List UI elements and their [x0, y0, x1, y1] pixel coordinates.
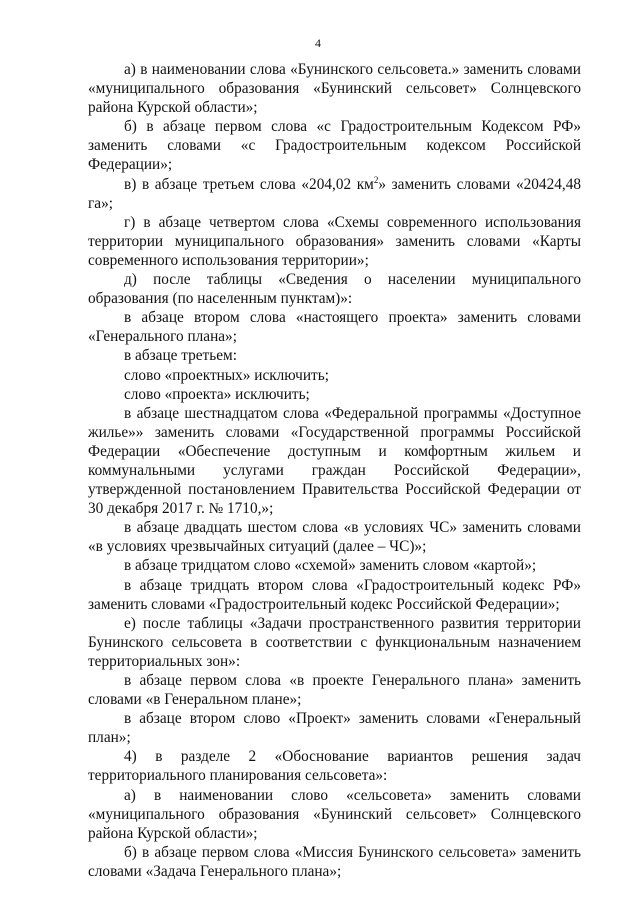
paragraph-section-2-a: а) в наименовании слово «сельсовета» заменить словами «муниципального образования «Бунинский сельсовет» Солнцевского района Курской области»; [88, 786, 581, 842]
paragraph-section-2-b: б) в абзаце первом слова «Миссия Бунинского сельсовета» заменить словами «Задача Генерального плана»; [88, 843, 581, 880]
paragraph-e-second: в абзаце втором слово «Проект» заменить словами «Генеральный план»; [88, 710, 581, 747]
paragraph-b-first: б) в абзаце первом слова «с Градостроительным Кодексом РФ» заменить словами «с Градостроительным кодексом Российской Федерации»; [88, 118, 581, 174]
paragraph-word-proekta: слово «проекта» исключить; [124, 385, 310, 403]
paragraph-section-2: 4) в разделе 2 «Обоснование вариантов решения задач территориального планирования сельсовета»: [88, 748, 581, 785]
paragraph-a-name: а) в наименовании слова «Бунинского сельсовета.» заменить словами «муниципального образования «Бунинский сельсовет» Солнцевского района Курской области»; [88, 61, 581, 117]
paragraph-g-fourth: г) в абзаце четвертом слова «Схемы современного использования территории муниципального образования» заменить словами «Карты современного использования территории»; [88, 213, 581, 269]
paragraph-word-proektnyh: слово «проектных» исключить; [124, 366, 329, 384]
paragraph-d-after-table: д) после таблицы «Сведения о населении муниципального образования (по населенным пунктам)»: [88, 271, 581, 308]
paragraph-e-after-table: е) после таблицы «Задачи пространственного развития территории Бунинского сельсовета в соответствии с функциональным назначением территориальных зон»: [88, 614, 581, 670]
paragraph-twenty-sixth: в абзаце двадцать шестом слова «в условиях ЧС» заменить словами «в условиях чрезвычайных ситуаций (далее – ЧС)»; [88, 519, 581, 556]
area-text-before: в) в абзаце третьем слова «204,02 км [124, 175, 374, 193]
paragraph-thirtieth: в абзаце тридцатом слово «схемой» заменить словом «картой»; [124, 557, 537, 575]
paragraph-sixteenth: в абзаце шестнадцатом слова «Федеральной программы «Доступное жилье»» заменить словами «Государственной программы Российской Федерации «Обеспечение доступным и комфортным жильем и коммунальными услугами граждан Российской Федерации», утвержденной постановлением Правительства Российской Федерации от 30 декабря 2017 г. № 1710,»; [88, 404, 581, 518]
paragraph-thirty-second: в абзаце тридцать втором слова «Градостроительный кодекс РФ» заменить словами «Градостроительный кодекс Российской Федерации»; [88, 576, 581, 613]
paragraph-e-first: в абзаце первом слова «в проекте Генерального плана» заменить словами «в Генеральном плане»; [88, 672, 581, 709]
paragraph-third-heading: в абзаце третьем: [124, 347, 237, 365]
document-body [88, 60, 581, 881]
paragraph-v-third [88, 175, 581, 213]
area-text-after: » заменить словами «20424,48 га»; [88, 175, 581, 212]
page-number: 4 [315, 36, 321, 50]
paragraph-second: в абзаце втором слова «настоящего проекта» заменить словами «Генерального плана»; [88, 309, 581, 346]
area-superscript: 2 [373, 174, 379, 185]
